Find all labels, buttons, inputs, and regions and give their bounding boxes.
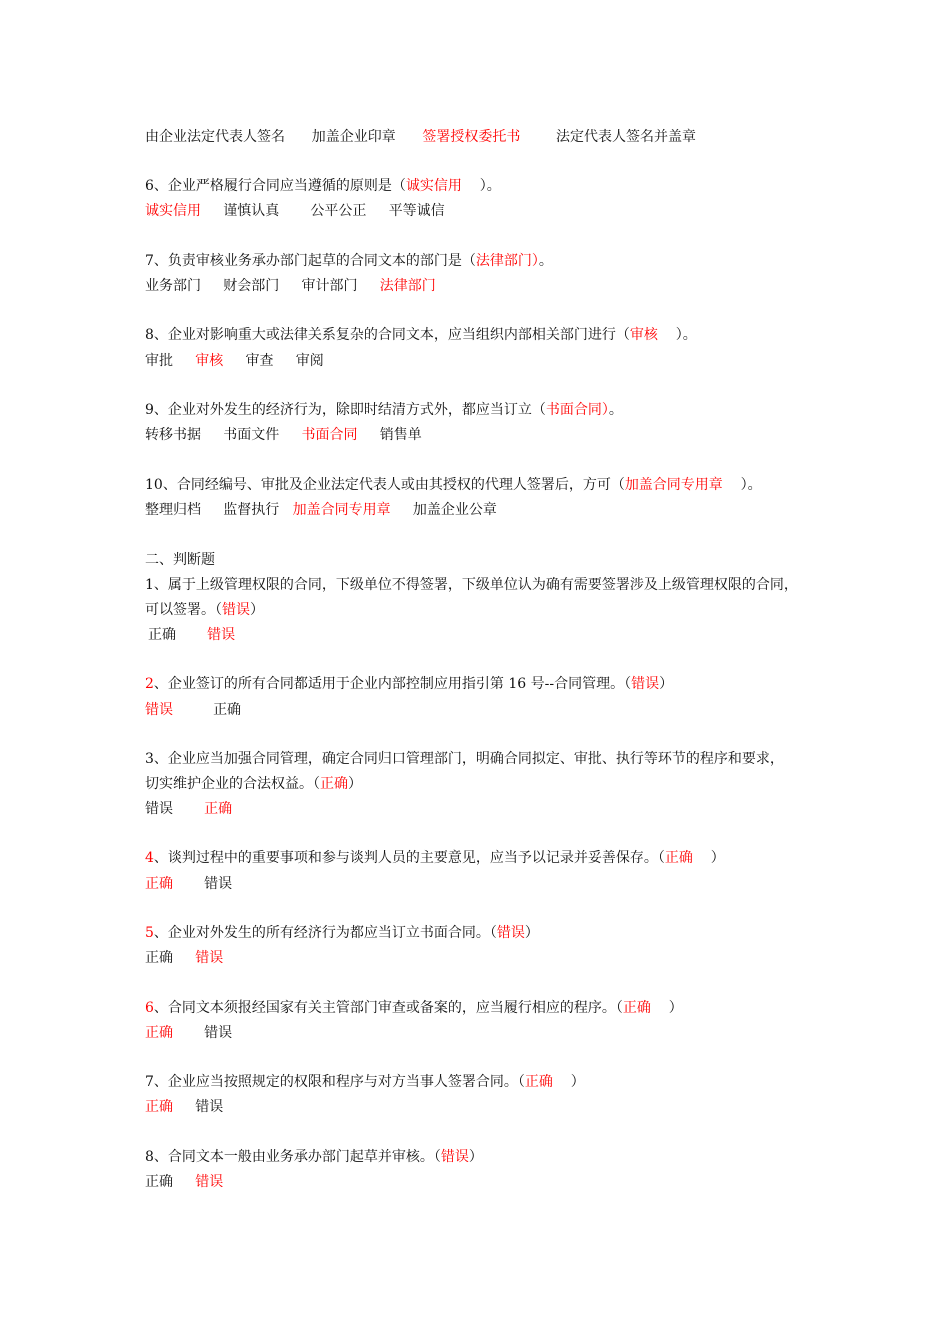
mc-q7-options	[145, 276, 436, 296]
tf-q8-options	[145, 1172, 223, 1192]
option: 错误	[204, 1025, 233, 1041]
answer: 正确	[524, 1074, 553, 1090]
mc-q10-options	[145, 500, 497, 520]
section-heading: 二、判断题	[145, 552, 215, 568]
option-correct: 加盖合同专用章	[292, 502, 391, 518]
option: 整理归档	[145, 502, 201, 518]
option: 谨慎认真	[223, 203, 280, 219]
option: 销售单	[379, 427, 422, 443]
mc-q6-options	[145, 201, 445, 221]
tf-q4-options	[145, 874, 232, 894]
option-correct: 错误	[145, 702, 173, 718]
answer: 审核	[629, 327, 658, 343]
tf-q3-line2: 切实维护企业的合法权益。（正确）	[145, 776, 362, 792]
option: 书面文件	[223, 427, 280, 443]
tf-q3-options	[145, 799, 232, 819]
tf-q2-stem: 2、企业签订的所有合同都适用于企业内部控制应用指引第 16 号--合同管理。（错误）	[145, 676, 674, 692]
option: 审计部门	[301, 278, 358, 294]
option: 错误	[204, 876, 233, 892]
answer: 正确	[622, 1000, 651, 1016]
mc-q8-stem: 8、企业对影响重大或法律关系复杂的合同文本，应当组织内部相关部门进行（审核 ）。	[145, 327, 697, 343]
option: 审查	[245, 353, 274, 369]
mc-q9-stem: 9、企业对外发生的经济行为，除即时结清方式外，都应当订立（书面合同）。	[145, 402, 623, 418]
mc-q10-stem: 10、合同经编号、审批及企业法定代表人或由其授权的代理人签署后，方可（加盖合同专用章 ）。	[145, 477, 762, 493]
answer: 错误	[222, 602, 250, 618]
tf-q6-options	[145, 1023, 232, 1043]
tf-q5-options	[145, 948, 223, 968]
option-correct: 正确	[145, 1025, 173, 1041]
option: 正确	[213, 702, 242, 718]
answer: 法律部门）	[475, 253, 539, 269]
answer: 加盖合同专用章	[624, 477, 723, 493]
mc-q8-options	[145, 351, 324, 371]
answer: 错误	[440, 1149, 469, 1165]
answer: 书面合同）	[545, 402, 609, 418]
option-correct: 错误	[207, 627, 236, 643]
option: 加盖企业印章	[311, 129, 396, 145]
option: 错误	[195, 1099, 224, 1115]
option: 错误	[145, 801, 173, 817]
option-correct: 正确	[204, 801, 233, 817]
option-correct: 错误	[195, 950, 224, 966]
tf-q1-line1: 1、属于上级管理权限的合同，下级单位不得签署，下级单位认为确有需要签署涉及上级管理权限的合同，	[145, 577, 798, 593]
option: 法定代表人签名并盖章	[556, 129, 697, 145]
option: 监督执行	[223, 502, 280, 518]
answer: 诚实信用	[405, 178, 462, 194]
option: 审批	[145, 353, 173, 369]
tf-q4-stem: 4、谈判过程中的重要事项和参与谈判人员的主要意见，应当予以记录并妥善保存。（正确 ）	[145, 850, 725, 866]
option-correct: 正确	[145, 876, 173, 892]
option: 审阅	[295, 353, 324, 369]
option: 公平公正	[310, 203, 367, 219]
option-correct: 审核	[195, 353, 224, 369]
tf-q8-stem: 8、合同文本一般由业务承办部门起草并审核。（错误）	[145, 1149, 483, 1165]
tf-q7-options	[145, 1097, 223, 1117]
option-correct: 错误	[195, 1174, 224, 1190]
option: 正确	[148, 627, 176, 643]
option-correct: 法律部门	[379, 278, 436, 294]
option: 加盖企业公章	[412, 502, 497, 518]
option: 由企业法定代表人签名	[145, 129, 285, 145]
option: 财会部门	[223, 278, 280, 294]
answer: 错误	[496, 925, 525, 941]
tf-q6-stem: 6、合同文本须报经国家有关主管部门审查或备案的，应当履行相应的程序。（正确 ）	[145, 1000, 683, 1016]
option-correct: 正确	[145, 1099, 173, 1115]
tf-q2-options	[145, 700, 241, 720]
mc-q6-stem: 6、企业严格履行合同应当遵循的原则是（诚实信用 ）。	[145, 178, 501, 194]
answer: 错误	[631, 676, 660, 692]
option: 转移书据	[145, 427, 201, 443]
option-correct: 诚实信用	[145, 203, 201, 219]
answer: 正确	[320, 776, 348, 792]
tf-q1-line2: 可以签署。（错误）	[145, 602, 264, 618]
tf-q7-stem: 7、企业应当按照规定的权限和程序与对方当事人签署合同。（正确 ）	[145, 1074, 585, 1090]
option: 正确	[145, 1174, 173, 1190]
tf-q3-line1: 3、企业应当加强合同管理，确定合同归口管理部门，明确合同拟定、审批、执行等环节的程序和要求，	[145, 751, 784, 767]
option: 业务部门	[145, 278, 201, 294]
option: 平等诚信	[388, 203, 445, 219]
mc-q5-options	[145, 127, 696, 147]
tf-q1-options	[148, 625, 235, 645]
mc-q9-options	[145, 425, 422, 445]
option-correct: 书面合同	[301, 427, 358, 443]
option-correct: 签署授权委托书	[422, 129, 521, 145]
mc-q7-stem: 7、负责审核业务承办部门起草的合同文本的部门是（法律部门）。	[145, 253, 553, 269]
tf-q5-stem: 5、企业对外发生的所有经济行为都应当订立书面合同。（错误）	[145, 925, 539, 941]
answer: 正确	[664, 850, 693, 866]
option: 正确	[145, 950, 173, 966]
